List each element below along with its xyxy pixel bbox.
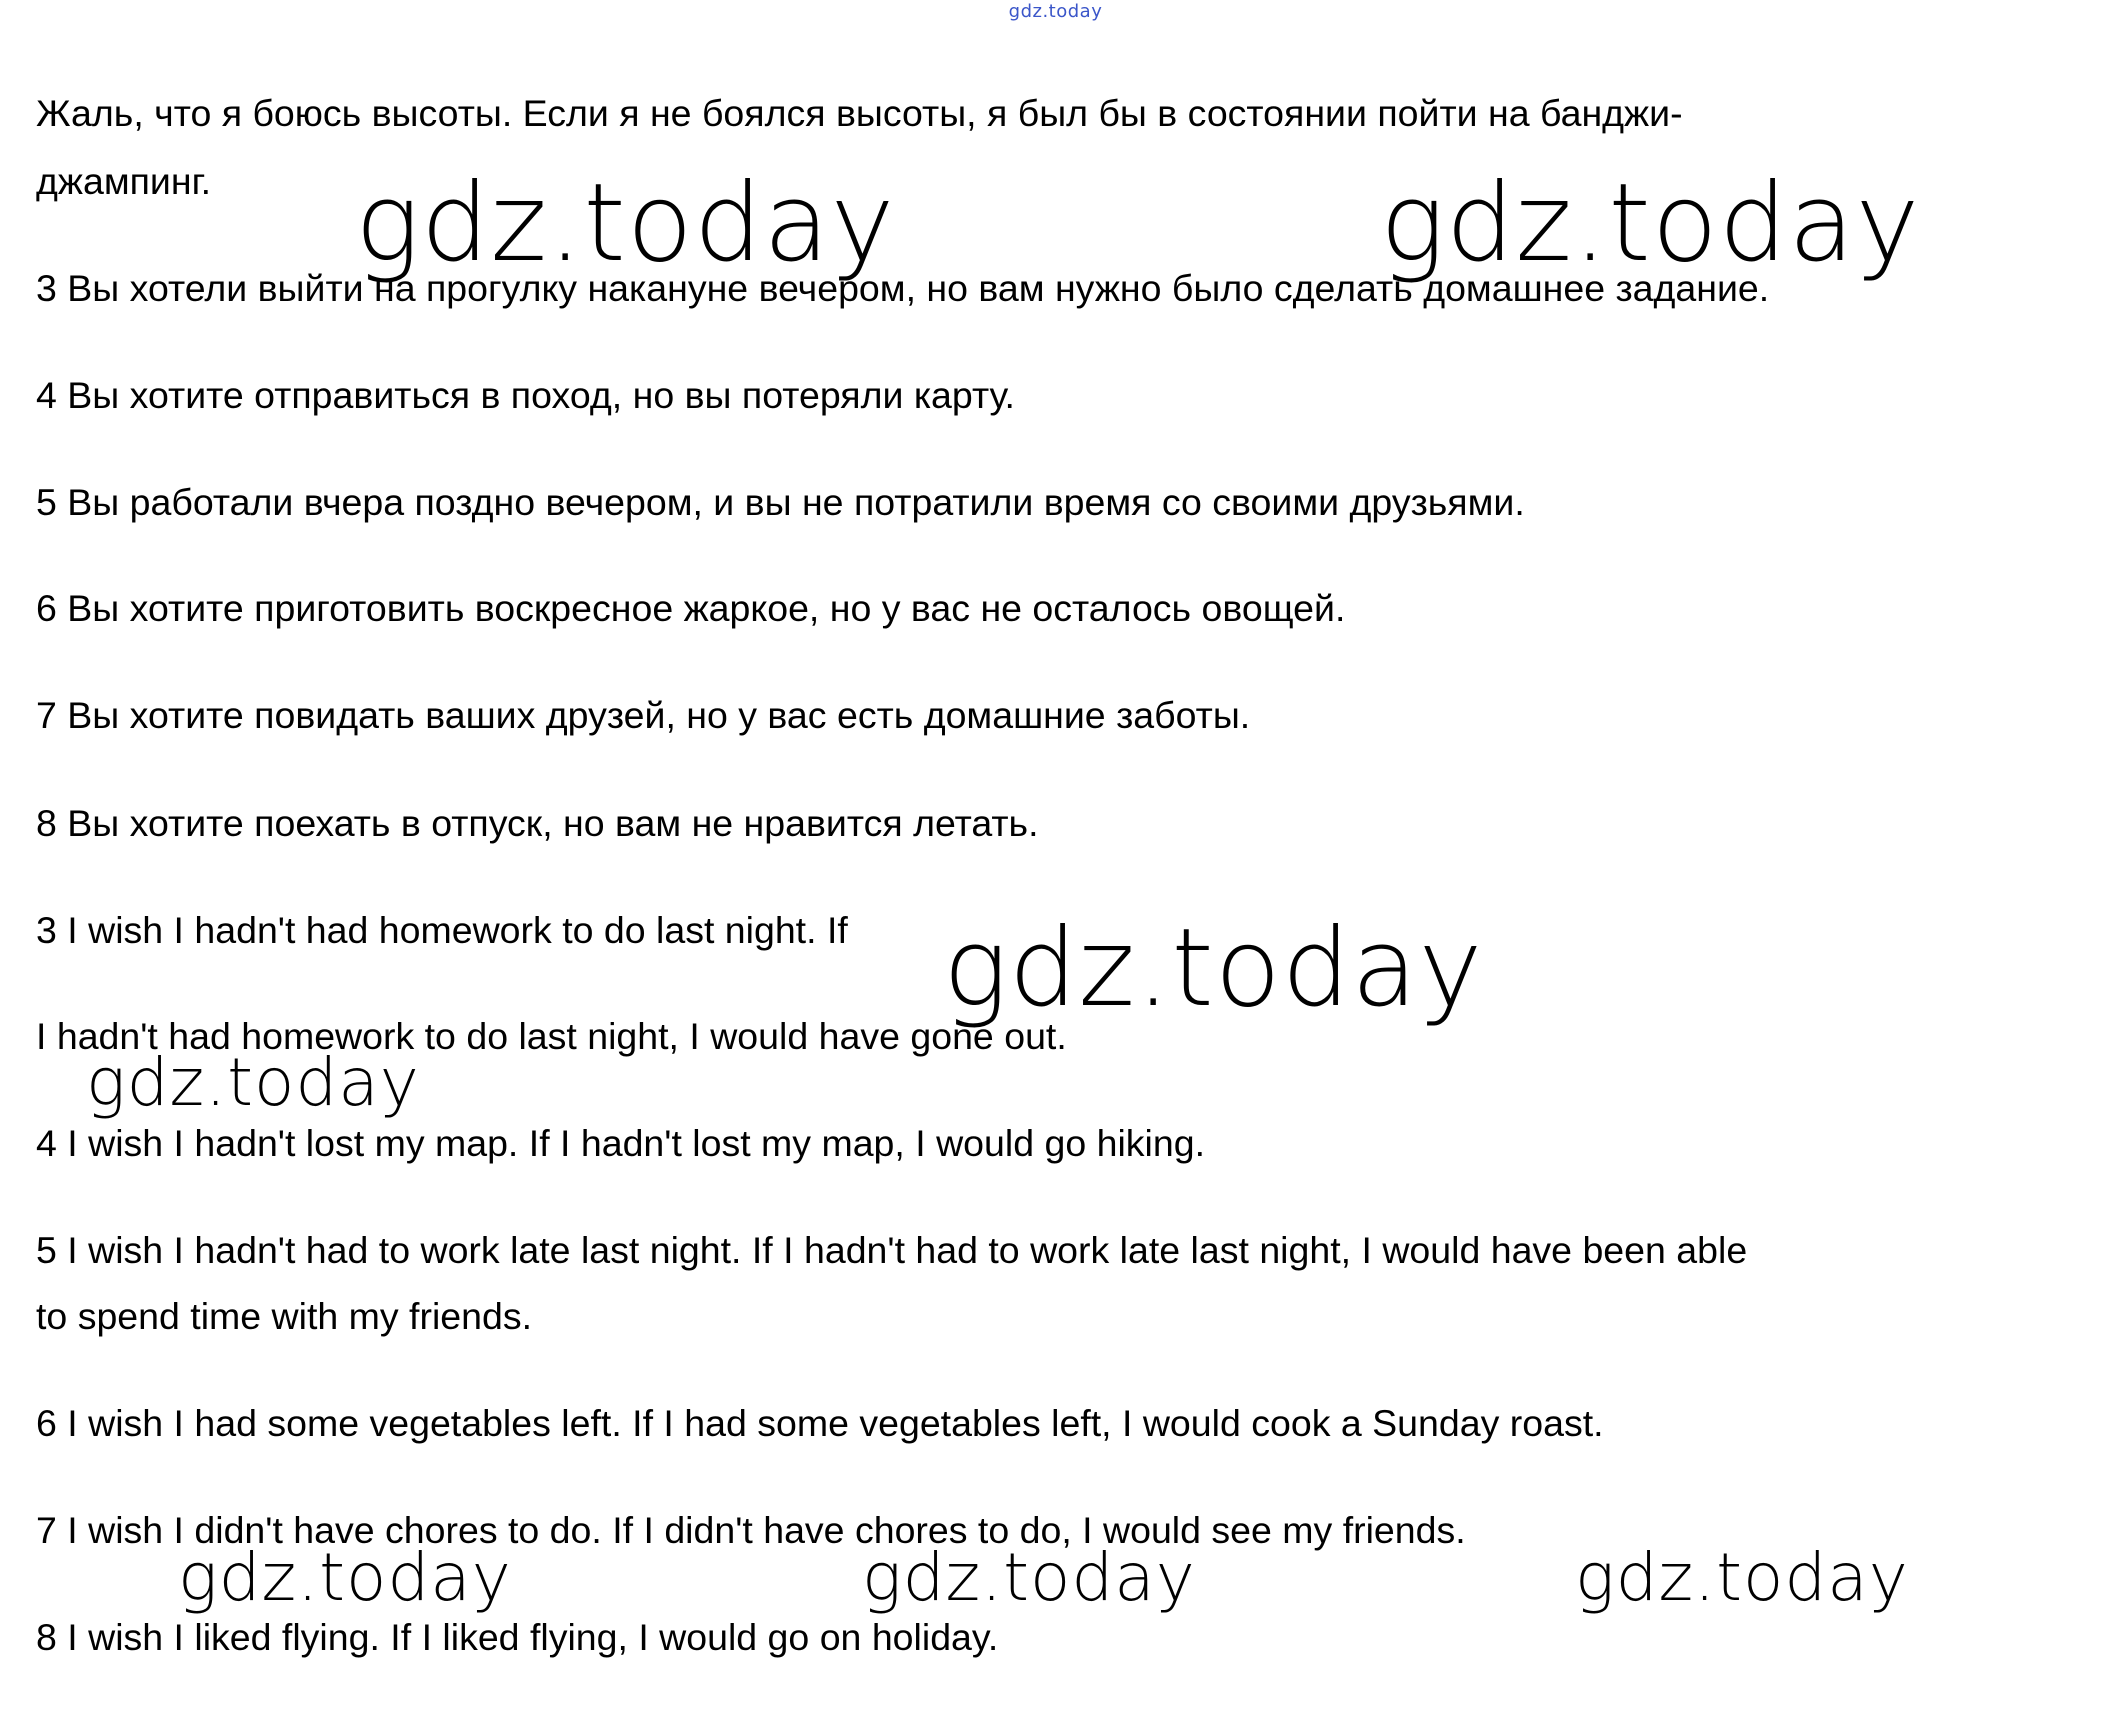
watermark-top-left: gdz.today <box>355 161 896 286</box>
russian-line-1-cont: джампинг. <box>36 160 212 202</box>
russian-line-1: Жаль, что я боюсь высоты. Если я не боялся высоты, я был бы в состоянии пойти на банджи- <box>36 92 1683 134</box>
russian-line-8: 8 Вы хотите поехать в отпуск, но вам не нравится летать. <box>36 802 1039 844</box>
russian-line-4: 4 Вы хотите отправиться в поход, но вы потеряли карту. <box>36 374 1015 416</box>
russian-line-5: 5 Вы работали вчера поздно вечером, и вы не потратили время со своими друзьями. <box>36 481 1525 523</box>
watermark-middle: gdz.today <box>943 906 1484 1031</box>
watermark-left: gdz.today <box>86 1044 420 1121</box>
watermark-top-right: gdz.today <box>1380 161 1921 286</box>
russian-line-3: 3 Вы хотели выйти на прогулку накануне вечером, но вам нужно было сделать домашнее задание. <box>36 267 1770 309</box>
english-line-7: 7 I wish I didn't have chores to do. If I didn't have chores to do, I would see my friends. <box>36 1509 1466 1551</box>
site-mark: gdz.today <box>1008 1 1103 22</box>
russian-line-7: 7 Вы хотите повидать ваших друзей, но у вас есть домашние заботы. <box>36 694 1251 736</box>
english-line-5-cont: to spend time with my friends. <box>36 1295 533 1337</box>
russian-line-6: 6 Вы хотите приготовить воскресное жаркое, но у вас не осталось овощей. <box>36 587 1346 629</box>
english-line-5: 5 I wish I hadn't had to work late last night. If I hadn't had to work late last night, I would have been able <box>36 1229 1748 1271</box>
english-line-3: 3 I wish I hadn't had homework to do last night. If <box>36 909 848 951</box>
watermark-bottom-right: gdz.today <box>1575 1539 1909 1616</box>
english-line-3-cont: I hadn't had homework to do last night, I would have gone out. <box>36 1015 1067 1057</box>
watermark-bottom-center: gdz.today <box>862 1539 1196 1616</box>
watermark-bottom-left: gdz.today <box>178 1539 512 1616</box>
english-line-4: 4 I wish I hadn't lost my map. If I hadn't lost my map, I would go hiking. <box>36 1122 1206 1164</box>
english-line-8: 8 I wish I liked flying. If I liked flying, I would go on holiday. <box>36 1616 999 1658</box>
english-line-6: 6 I wish I had some vegetables left. If I had some vegetables left, I would cook a Sunday roast. <box>36 1402 1604 1444</box>
